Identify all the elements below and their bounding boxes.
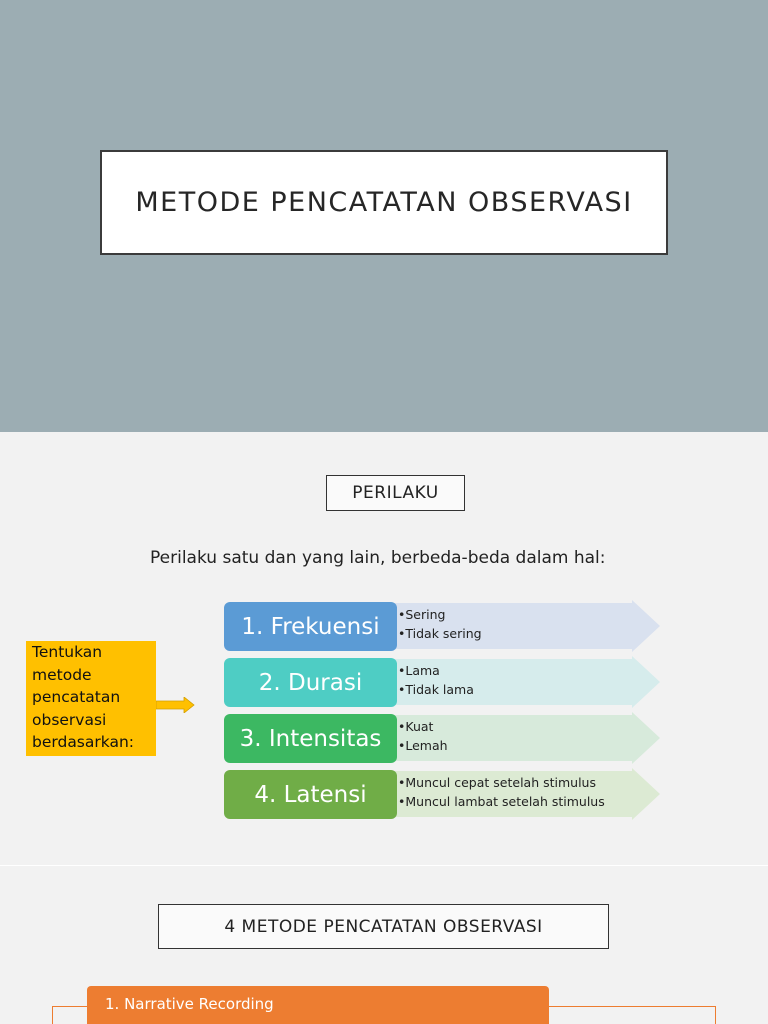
item-frekuensi-bullets — [398, 605, 628, 643]
item-durasi-bullets — [398, 661, 628, 699]
bullet: • Tidak sering — [398, 624, 628, 643]
method-narrative-recording: 1. Narrative Recording — [87, 986, 549, 1024]
bullet: • Lama — [398, 661, 628, 680]
slide-title: METODE PENCATATAN OBSERVASI — [100, 150, 668, 255]
methods-slide — [0, 866, 768, 1024]
tentukan-note: Tentukan metode pencatatan observasi berdasarkan: — [26, 641, 156, 756]
bullet: • Muncul lambat setelah stimulus — [398, 792, 628, 811]
bullet: • Tidak lama — [398, 680, 628, 699]
item-latensi-bullets — [398, 773, 628, 811]
bullet: • Lemah — [398, 736, 628, 755]
bullet: • Sering — [398, 605, 628, 624]
methods-heading: 4 METODE PENCATATAN OBSERVASI — [158, 904, 609, 949]
item-intensitas: 3. Intensitas — [224, 714, 397, 763]
item-latensi: 4. Latensi — [224, 770, 397, 819]
item-frekuensi: 1. Frekuensi — [224, 602, 397, 651]
bullet: • Muncul cepat setelah stimulus — [398, 773, 628, 792]
intro-text: Perilaku satu dan yang lain, berbeda-beda dalam hal: — [150, 548, 606, 568]
item-durasi: 2. Durasi — [224, 658, 397, 707]
perilaku-slide — [0, 432, 768, 865]
item-intensitas-bullets — [398, 717, 628, 755]
bullet: • Kuat — [398, 717, 628, 736]
title-slide — [0, 0, 768, 432]
perilaku-heading: PERILAKU — [326, 475, 465, 511]
right-arrow-icon — [156, 697, 196, 713]
